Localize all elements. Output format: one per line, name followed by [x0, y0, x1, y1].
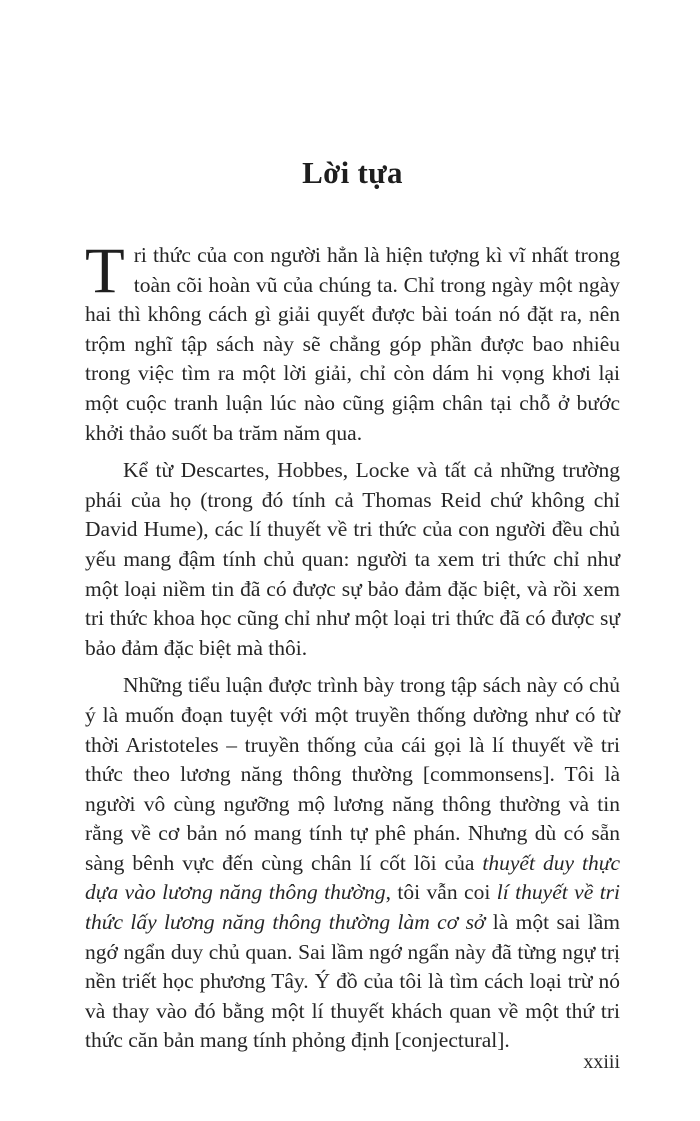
emphasized-text: lí thuyết về tri thức lấy lương năng thông thường làm cơ sở — [85, 880, 621, 935]
emphasized-text: thuyết duy thực dựa vào lương năng thông thường — [85, 850, 620, 905]
text-run: Những tiểu luận được trình bày trong tập sách này có chủ ý là muốn đoạn tuyệt với một truyền thống dường như có từ thời Aristoteles – truyền thống của cái gọi là lí thuyết về tri thức theo lương năng thông thường [commonsens]. Tôi là người vô cùng ngưỡng mộ lương năng thông thường và tin rằng về cơ bản nó mang tính tự phê phán. Nhưng dù có sẵn sàng bênh vực đến cùng chân lí cốt lõi của — [85, 673, 620, 875]
paragraph — [85, 235, 620, 448]
paragraph — [85, 456, 620, 663]
page-title: Lời tựa — [302, 155, 403, 190]
body-text — [85, 235, 621, 1056]
page-number: xxiii — [583, 1051, 620, 1073]
text-column — [85, 0, 620, 1056]
text-run: là một sai lầm ngớ ngẩn duy chủ quan. Sai lầm ngớ ngẩn này đã từng ngự trị nền triết học phương Tây. Ý đồ của tôi là tìm cách loại trừ nó và thay vào đó bằng một lí thuyết khách quan về một thứ tri thức căn bản mang tính phỏng định [conjectural]. — [85, 910, 620, 1053]
paragraph — [85, 671, 620, 1056]
text-run: Tri thức của con người hẳn là hiện tượng kì vĩ nhất trong toàn cõi hoàn vũ của chúng ta. Chỉ trong ngày một ngày hai thì không cách gì giải quyết được bài toán nó đặt ra, nên trộm nghĩ tập sách này sẽ chẳng góp phần được bao nhiêu trong việc tìm ra một lời giải, chỉ còn dám hi vọng khơi lại một cuộc tranh luận lúc nào cũng giậm chân tại chỗ ở bước khởi thảo suốt ba trăm năm qua. — [85, 235, 620, 445]
text-run: Kể từ Descartes, Hobbes, Locke và tất cả những trường phái của họ (trong đó tính cả Thomas Reid chứ không chỉ David Hume), các lí thuyết về tri thức của con người đều chủ yếu mang đậm tính chủ quan: người ta xem tri thức chỉ như một loại niềm tin đã có được sự bảo đảm đặc biệt, và rồi xem tri thức khoa học cũng chỉ như một loại tri thức đã có được sự bảo đảm đặc biệt mà thôi. — [85, 458, 620, 660]
text-run: , tôi vẫn coi — [385, 880, 497, 905]
